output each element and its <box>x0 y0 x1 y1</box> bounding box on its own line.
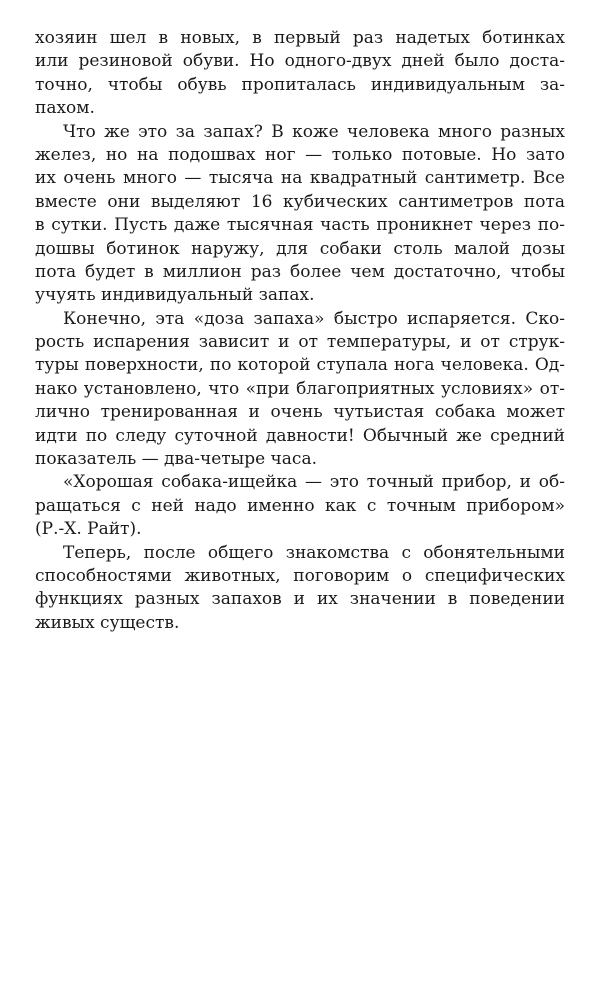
text-line: «Хорошая собака-ищейка — это точный прибор, и об- <box>63 472 565 493</box>
text-line: или резиновой обуви. Но одного-двух дней было доста- <box>35 51 565 72</box>
text-line: в сутки. Пусть даже тысячная часть проникнет через по- <box>35 215 565 236</box>
text-line: Что же это за запах? В коже человека много разных <box>63 121 565 142</box>
text-line: туры поверхности, по которой ступала нога человека. Од- <box>35 355 565 376</box>
text-line: рость испарения зависит и от температуры, и от струк- <box>35 332 565 353</box>
paragraph-4 <box>35 471 565 541</box>
text-line: пота будет в миллион раз более чем достаточно, чтобы <box>35 261 565 282</box>
text-line: их очень много — тысяча на квадратный сантиметр. Все <box>35 168 565 189</box>
text-line: живых существ. <box>35 612 180 633</box>
text-line: желез, но на подошвах ног — только потовые. Но зато <box>35 144 565 165</box>
text-line: Конечно, эта «доза запаха» быстро испаряется. Ско- <box>63 308 565 329</box>
text-line: нако установлено, что «при благоприятных условиях» от- <box>35 378 565 399</box>
text-line: показатель — два-четыре часа. <box>35 449 317 470</box>
text-line: лично тренированная и очень чутьистая собака может <box>35 402 565 423</box>
paragraph-3 <box>35 308 565 472</box>
text-line: пахом. <box>35 98 95 119</box>
text-line: (Р.-Х. Райт). <box>35 519 142 540</box>
paragraph-5 <box>35 542 565 636</box>
text-line: способностями животных, поговорим о специфических <box>35 565 565 586</box>
text-line: дошвы ботинок наружу, для собаки столь малой дозы <box>35 238 565 259</box>
text-line: Теперь, после общего знакомства с обонятельными <box>63 542 565 563</box>
body-text <box>35 27 565 635</box>
text-line: учуять индивидуальный запах. <box>35 285 315 306</box>
paragraph-1 <box>35 27 565 121</box>
text-line: идти по следу суточной давности! Обычный же средний <box>35 425 565 446</box>
text-line: вместе они выделяют 16 кубических сантиметров пота <box>35 191 565 212</box>
text-line: точно, чтобы обувь пропиталась индивидуальным за- <box>35 74 565 95</box>
text-line: функциях разных запахов и их значении в поведении <box>35 589 565 610</box>
text-line: хозяин шел в новых, в первый раз надетых ботинках <box>35 28 565 48</box>
text-line: ращаться с ней надо именно как с точным прибором» <box>35 495 565 516</box>
paragraph-2 <box>35 121 565 308</box>
